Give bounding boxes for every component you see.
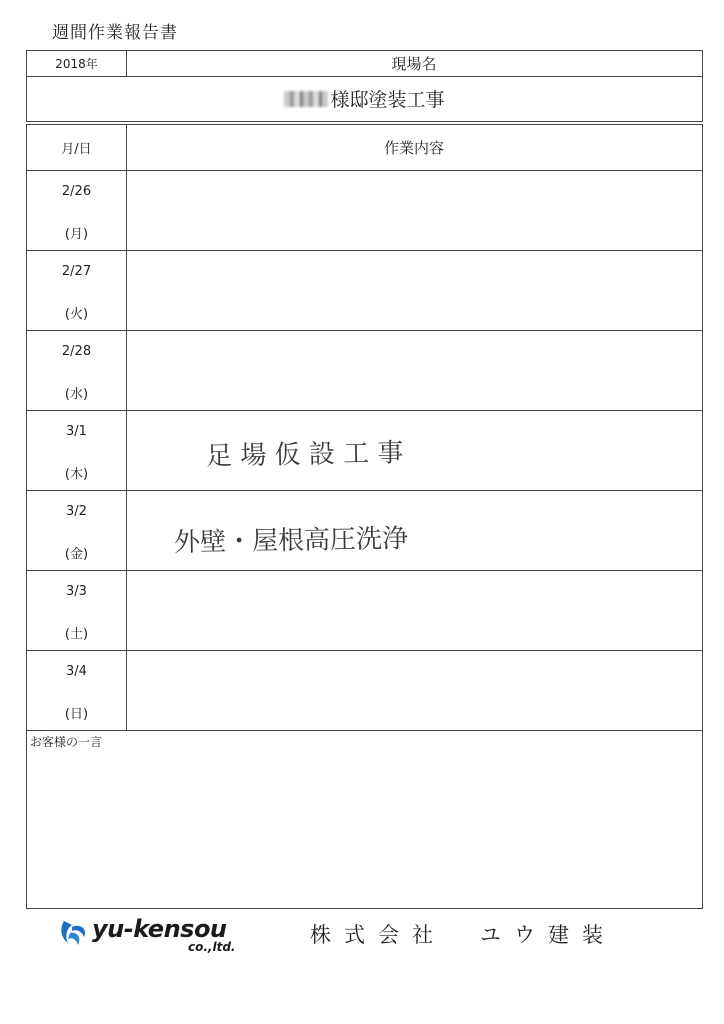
- date-column-header: 月/日: [27, 125, 127, 170]
- customer-comment-area[interactable]: [27, 730, 702, 908]
- table-row: [27, 410, 702, 491]
- weekday-value: (水): [64, 387, 89, 402]
- site-name-cell: [27, 76, 702, 121]
- header-row: [27, 51, 702, 77]
- logo-subtext: co.,ltd.: [188, 940, 236, 954]
- weekday-value: (月): [64, 227, 89, 242]
- date-cell: [27, 650, 127, 730]
- logo-text: yu-kensou: [92, 915, 227, 943]
- logo-mark-icon: [58, 917, 90, 949]
- work-content: 足 場 仮 設 工 事: [205, 438, 404, 472]
- redacted-name: [284, 91, 328, 107]
- content-cell[interactable]: [126, 250, 702, 330]
- content-cell[interactable]: [126, 490, 702, 570]
- date-cell: [27, 170, 127, 250]
- table-row: [27, 570, 702, 651]
- weekday-value: (火): [64, 307, 89, 322]
- date-value: 2/28: [61, 344, 92, 359]
- date-cell: [27, 490, 127, 570]
- customer-comment-label: お客様の一言: [30, 735, 103, 749]
- content-cell[interactable]: [126, 170, 702, 250]
- year-cell: 2018年: [27, 51, 127, 76]
- date-value: 2/27: [61, 264, 92, 279]
- site-name: 様邸塗装工事: [330, 89, 445, 111]
- table-row: [27, 250, 702, 331]
- document-title: 週間作業報告書: [52, 23, 178, 43]
- date-cell: [27, 250, 127, 330]
- table-header-row: [27, 125, 702, 171]
- weekday-value: (日): [64, 707, 89, 722]
- company-name: 株式会社 ユウ建装: [310, 923, 616, 947]
- table-row: [27, 650, 702, 731]
- weekday-value: (木): [64, 467, 89, 482]
- weekday-value: (土): [64, 627, 89, 642]
- date-cell: [27, 410, 127, 490]
- date-value: 3/2: [66, 504, 87, 519]
- content-cell[interactable]: [126, 330, 702, 410]
- work-report-table: [26, 124, 703, 909]
- date-value: 3/3: [66, 584, 87, 599]
- work-content: 外壁・屋根高圧洗浄: [173, 523, 409, 559]
- content-column-header: 作業内容: [383, 139, 444, 157]
- table-row: [27, 330, 702, 411]
- header-table: [26, 50, 703, 122]
- table-row: [27, 490, 702, 571]
- date-cell: [27, 570, 127, 650]
- content-cell[interactable]: [126, 650, 702, 730]
- date-value: 2/26: [61, 184, 92, 199]
- content-cell[interactable]: [126, 570, 702, 650]
- weekday-value: (金): [64, 547, 89, 562]
- company-logo: [58, 917, 258, 961]
- date-value: 3/1: [66, 424, 87, 439]
- date-value: 3/4: [66, 664, 87, 679]
- table-row: [27, 170, 702, 251]
- date-cell: [27, 330, 127, 410]
- site-label: 現場名: [391, 55, 437, 73]
- content-cell[interactable]: [126, 410, 702, 490]
- footer: [0, 905, 724, 965]
